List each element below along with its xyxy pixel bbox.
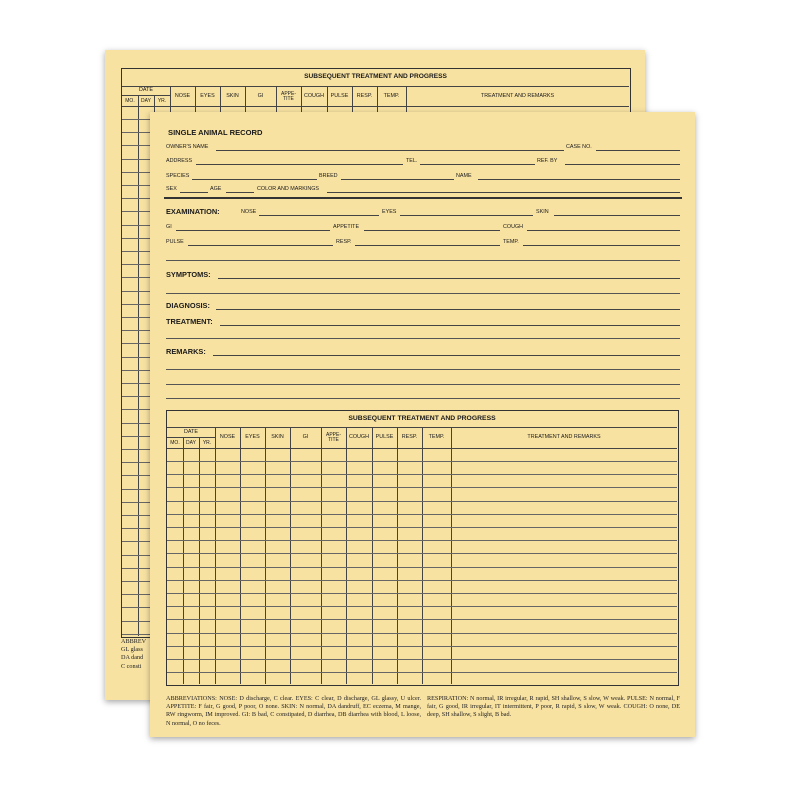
back-date-label: DATE xyxy=(139,87,153,94)
back-col-temp: TEMP. xyxy=(383,92,400,99)
col-treatment-remarks: TREATMENT AND REMARKS xyxy=(527,434,601,441)
tel-label: TEL. xyxy=(406,158,418,164)
remarks-line xyxy=(166,384,680,385)
row-line xyxy=(167,672,677,673)
back-col-appetite: APPE- TITE xyxy=(280,90,296,102)
back-col-mo: MO. xyxy=(125,97,135,104)
col-mo: MO. xyxy=(170,439,180,446)
back-col-treatment: TREATMENT AND REMARKS xyxy=(480,92,555,99)
back-col-eyes: EYES xyxy=(200,92,215,99)
breed-label: BREED xyxy=(319,173,338,179)
exam-appetite-label: APPETITE xyxy=(333,224,360,230)
col-nose: NOSE xyxy=(219,434,236,441)
treatment-line xyxy=(166,338,680,339)
animal-name-field[interactable] xyxy=(478,179,680,180)
exam-temp-field[interactable] xyxy=(523,245,680,246)
symptoms-line xyxy=(166,293,680,294)
color-markings-label: COLOR AND MARKINGS xyxy=(257,186,320,192)
back-col-gi: GI xyxy=(257,92,264,99)
back-col-nose: NOSE xyxy=(174,92,191,99)
name-label: NAME xyxy=(456,173,472,179)
breed-field[interactable] xyxy=(341,179,454,180)
ref-by-field[interactable] xyxy=(565,164,680,165)
row-line xyxy=(167,659,677,660)
row-line xyxy=(167,553,677,554)
col-resp: RESP. xyxy=(401,434,418,441)
exam-skin-field[interactable] xyxy=(554,215,680,216)
treatment-heading: TREATMENT: xyxy=(166,317,213,326)
address-label: ADDRESS xyxy=(166,158,193,164)
row-line xyxy=(167,646,677,647)
exam-skin-label: SKIN xyxy=(536,209,549,215)
exam-cough-label: COUGH xyxy=(503,224,524,230)
owners-name-field[interactable] xyxy=(216,150,564,151)
col-gi: GI xyxy=(302,434,309,441)
species-field[interactable] xyxy=(192,179,317,180)
color-markings-field[interactable] xyxy=(327,192,680,193)
back-abbr-line: C consti xyxy=(121,662,142,670)
back-header-divider xyxy=(122,106,629,107)
col-appetite: APPE- TITE xyxy=(325,432,341,443)
col-temp: TEMP. xyxy=(428,434,445,441)
row-line xyxy=(167,593,677,594)
back-abbr-line: GL glass xyxy=(121,646,143,654)
progress-table-title: SUBSEQUENT TREATMENT AND PROGRESS xyxy=(348,414,496,422)
col-cough: COUGH xyxy=(348,434,370,441)
diagnosis-field[interactable] xyxy=(216,309,680,310)
row-line xyxy=(167,540,677,541)
owners-name-label: OWNER'S NAME xyxy=(166,144,209,150)
single-animal-record-sheet xyxy=(150,112,695,737)
row-line xyxy=(167,514,677,515)
back-table-title: SUBSEQUENT TREATMENT AND PROGRESS xyxy=(304,73,447,81)
owner-section-divider xyxy=(164,197,682,199)
age-field[interactable] xyxy=(226,192,254,193)
exam-eyes-field[interactable] xyxy=(400,215,533,216)
progress-table xyxy=(166,410,679,686)
col-pulse: PULSE xyxy=(375,434,394,441)
row-line xyxy=(167,619,677,620)
col-eyes: EYES xyxy=(245,434,260,441)
exam-nose-field[interactable] xyxy=(259,215,379,216)
date-label: DATE xyxy=(184,428,198,435)
exam-pulse-label: PULSE xyxy=(166,239,184,245)
abbreviations-right: RESPIRATION: N normal, IR irregular, R rapid, SH shallow, S slow, W weak. PULSE: N normal, F fair, G good, IR irregular, IT intermittent, P poor, R rapid, S slow, W weak. COUGH: O none, DE deep, SH shallow, S slight, B bad. xyxy=(427,695,680,719)
back-col-day: DAY xyxy=(141,97,151,104)
row-line xyxy=(167,633,677,634)
tel-field[interactable] xyxy=(420,164,535,165)
exam-cough-field[interactable] xyxy=(527,230,680,231)
col-skin: SKIN xyxy=(271,434,284,441)
species-label: SPECIES xyxy=(166,173,190,179)
exam-gi-label: GI xyxy=(166,224,172,230)
row-line xyxy=(167,580,677,581)
exam-nose-label: NOSE xyxy=(241,209,257,215)
back-col-cough: COUGH xyxy=(303,92,325,99)
examination-heading: EXAMINATION: xyxy=(166,207,220,216)
back-col-yr: YR. xyxy=(157,97,167,104)
back-abbr-line: DA dand xyxy=(121,654,144,662)
remarks-line xyxy=(166,369,680,370)
abbreviations-left: ABBREVIATIONS: NOSE: D discharge, C clear. EYES: C clear, D discharge, GL glassy, U ulcer. APPETITE: F fair, G good, P poor, O none. SKIN: N normal, DA dandruff, EC eczema, M mange, RW ringworm, IM improved. GI: B bad, C constipated, D diarrhea, DB diarrhea with blood, L loose, N normal, O no feces. xyxy=(166,695,421,727)
col-yr: YR. xyxy=(202,439,212,446)
exam-extra-line xyxy=(166,260,680,261)
remarks-field[interactable] xyxy=(213,355,680,356)
remarks-line xyxy=(166,398,680,399)
row-line xyxy=(167,606,677,607)
treatment-field[interactable] xyxy=(220,325,680,326)
remarks-heading: REMARKS: xyxy=(166,347,206,356)
row-line xyxy=(167,527,677,528)
exam-resp-label: RESP. xyxy=(336,239,352,245)
exam-appetite-field[interactable] xyxy=(364,230,500,231)
symptoms-heading: SYMPTOMS: xyxy=(166,270,211,279)
row-line xyxy=(167,487,677,488)
record-title: SINGLE ANIMAL RECORD xyxy=(168,128,263,137)
row-line xyxy=(167,567,677,568)
row-line xyxy=(167,474,677,475)
age-label: AGE xyxy=(210,186,222,192)
sex-field[interactable] xyxy=(180,192,208,193)
ref-by-label: REF. BY xyxy=(537,158,558,164)
exam-temp-label: TEMP. xyxy=(503,239,519,245)
exam-gi-field[interactable] xyxy=(176,230,330,231)
row-line xyxy=(167,461,677,462)
case-no-label: CASE NO. xyxy=(566,144,592,150)
case-no-field[interactable] xyxy=(596,150,680,151)
back-col-resp: RESP. xyxy=(356,92,373,99)
back-col-skin: SKIN xyxy=(226,92,239,99)
exam-pulse-field[interactable] xyxy=(188,245,333,246)
col-day: DAY xyxy=(186,439,196,446)
back-abbr-line: ABBREV xyxy=(121,638,147,645)
sex-label: SEX xyxy=(166,186,177,192)
back-col-pulse: PULSE xyxy=(330,92,349,99)
diagnosis-heading: DIAGNOSIS: xyxy=(166,301,210,310)
symptoms-field[interactable] xyxy=(218,278,680,279)
exam-eyes-label: EYES xyxy=(382,209,397,215)
address-field[interactable] xyxy=(196,164,403,165)
row-line xyxy=(167,501,677,502)
exam-resp-field[interactable] xyxy=(355,245,500,246)
